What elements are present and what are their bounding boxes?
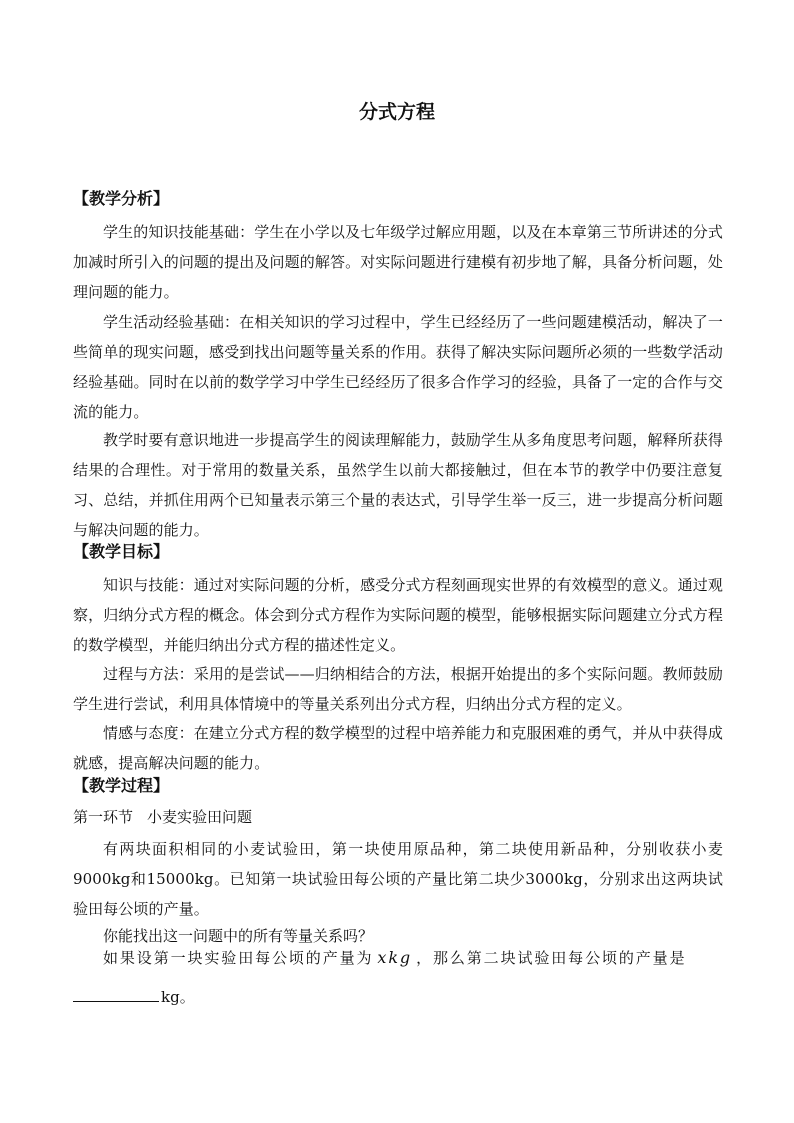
section-heading-goals: 【教学目标】	[73, 542, 170, 561]
page-title: 分式方程	[358, 101, 435, 123]
analysis-paragraph-3: 教学时要有意识地进一步提高学生的阅读理解能力，鼓励学生从多角度思考问题，解释所获得结果的合理性。对于常用的数量关系，虽然学生以前大都接触过，但在本节的教学中仍要注意复习、总结，并抓住用两个已知量表示第三个量的表达式，引导学生举一反三，进一步提高分析问题与解决问题的能力。	[73, 431, 723, 539]
step-name: 小麦实验田问题	[147, 808, 253, 826]
step-label: 第一环节	[73, 808, 134, 826]
analysis-paragraph-1: 学生的知识技能基础：学生在小学以及七年级学过解应用题，以及在本章第三节所讲述的分式加减时所引入的问题的提出及问题的解答。对实际问题进行建模有初步地了解，具备分析问题，处理问题的能力。	[73, 223, 723, 301]
answer-blank[interactable]	[73, 987, 159, 1002]
problem-paragraph: 有两块面积相同的小麦试验田，第一块使用原品种，第二块使用新品种，分别收获小麦9000kg和15000kg。已知第一块试验田每公顷的产量比第二块少3000kg，分别求出这两块试验田每公顷的产量。	[73, 840, 723, 918]
fill-suffix: ，那么第二块试验田每公顷的产量是	[416, 949, 687, 967]
answer-unit: kg。	[161, 988, 195, 1006]
goals-paragraph-2: 过程与方法：采用的是尝试——归纳相结合的方法，根据开始提出的多个实际问题。教师鼓励学生进行尝试，利用具体情境中的等量关系列出分式方程，归纳出分式方程的定义。	[73, 665, 723, 713]
fill-prefix: 如果设第一块实验田每公顷的产量为	[103, 949, 374, 967]
analysis-paragraph-2: 学生活动经验基础：在相关知识的学习过程中，学生已经经历了一些问题建模活动，解决了一些简单的现实问题，感受到找出问题等量关系的作用。获得了解决实际问题所必须的一些数学活动经验基础。同时在以前的数学学习中学生已经经历了很多合作学习的经验，具备了一定的合作与交流的能力。	[73, 313, 723, 421]
fill-variable: xkg	[377, 948, 413, 967]
goals-paragraph-1: 知识与技能：通过对实际问题的分析，感受分式方程刻画现实世界的有效模型的意义。通过观察，归纳分式方程的概念。体会到分式方程作为实际问题的模型，能够根据实际问题建立分式方程的数学模型，并能归纳出分式方程的描述性定义。	[73, 576, 723, 654]
step-title	[73, 806, 723, 828]
section-heading-analysis: 【教学分析】	[73, 189, 170, 208]
fill-line	[73, 947, 723, 969]
answer-line	[73, 986, 723, 1008]
goals-paragraph-3: 情感与态度：在建立分式方程的数学模型的过程中培养能力和克服困难的勇气，并从中获得成就感，提高解决问题的能力。	[73, 724, 723, 772]
question-line: 你能找出这一问题中的所有等量关系吗？	[103, 927, 374, 945]
section-heading-process: 【教学过程】	[73, 776, 170, 795]
